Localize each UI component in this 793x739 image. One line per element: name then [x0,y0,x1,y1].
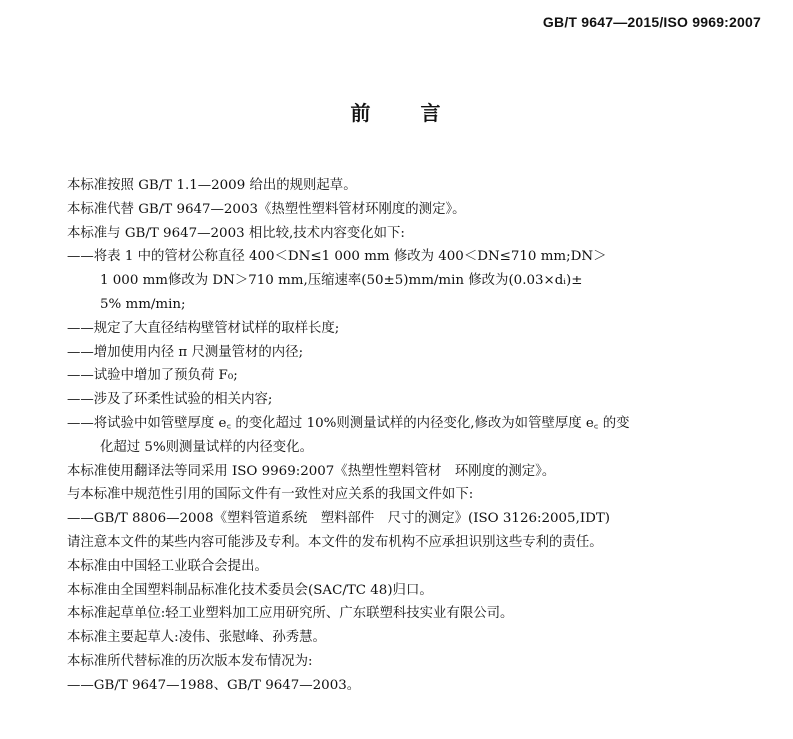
change-item-1-line-2: 1 000 mm修改为 DN＞710 mm,压缩速率(50±5)mm/min 修改为(0.03×dᵢ)± [100,273,583,289]
change-item-4: ——试验中增加了预负荷 F₀; [67,368,238,384]
history-item: ——GB/T 9647—1988、GB/T 9647—2003。 [67,677,361,693]
paragraph-drafting-organizations: 本标准起草单位:轻工业塑料加工应用研究所、广东联塑科技实业有限公司。 [67,606,514,622]
change-item-6-line-2: 化超过 5%则测量试样的内径变化。 [100,439,313,455]
paragraph-drafting-rules: 本标准按照 GB/T 1.1—2009 给出的规则起草。 [67,178,357,193]
paragraph-replaces: 本标准代替 GB/T 9647—2003《热塑性塑料管材环刚度的测定》。 [67,201,466,217]
paragraph-changes-intro: 本标准与 GB/T 9647—2003 相比较,技术内容变化如下: [67,225,405,241]
title-char-2: 言 [420,101,443,125]
title-char-1: 前 [350,101,373,125]
change-item-1-line-1: ——将表 1 中的管材公称直径 400＜DN≤1 000 mm 修改为 400＜DN≤710 mm;DN＞ [67,249,607,265]
paragraph-patent-notice: 请注意本文件的某些内容可能涉及专利。本文件的发布机构不应承担识别这些专利的责任。 [67,534,603,550]
paragraph-history-intro: 本标准所代替标准的历次版本发布情况为: [67,653,313,669]
standard-code-header: GB/T 9647—2015/ISO 9969:2007 [542,14,761,30]
normative-ref-item: ——GB/T 8806—2008《塑料管道系统 塑料部件 尺寸的测定》(ISO 3126:2005,IDT) [67,511,611,527]
paragraph-drafters: 本标准主要起草人:凌伟、张慰峰、孙秀慧。 [67,630,326,646]
change-item-6-line-1: ——将试验中如管壁厚度 e꜀ 的变化超过 10%则测量试样的内径变化,修改为如管壁厚度 e꜀ 的变 [67,415,630,431]
paragraph-normative-refs: 与本标准中规范性引用的国际文件有一致性对应关系的我国文件如下: [67,487,474,503]
paragraph-proposed-by: 本标准由中国轻工业联合会提出。 [67,558,268,574]
change-item-2: ——规定了大直径结构壁管材试样的取样长度; [67,320,340,336]
paragraph-translation-method: 本标准使用翻译法等同采用 ISO 9969:2007《热塑性塑料管材 环刚度的测定》。 [67,463,556,479]
paragraph-under-jurisdiction: 本标准由全国塑料制品标准化技术委员会(SAC/TC 48)归口。 [67,582,433,598]
foreword-body [67,174,763,698]
change-item-1-line-3: 5% mm/min; [100,296,186,312]
change-item-5: ——涉及了环柔性试验的相关内容; [67,392,273,408]
change-item-3: ——增加使用内径 π 尺测量管材的内径; [67,344,304,360]
page-title [0,97,793,126]
